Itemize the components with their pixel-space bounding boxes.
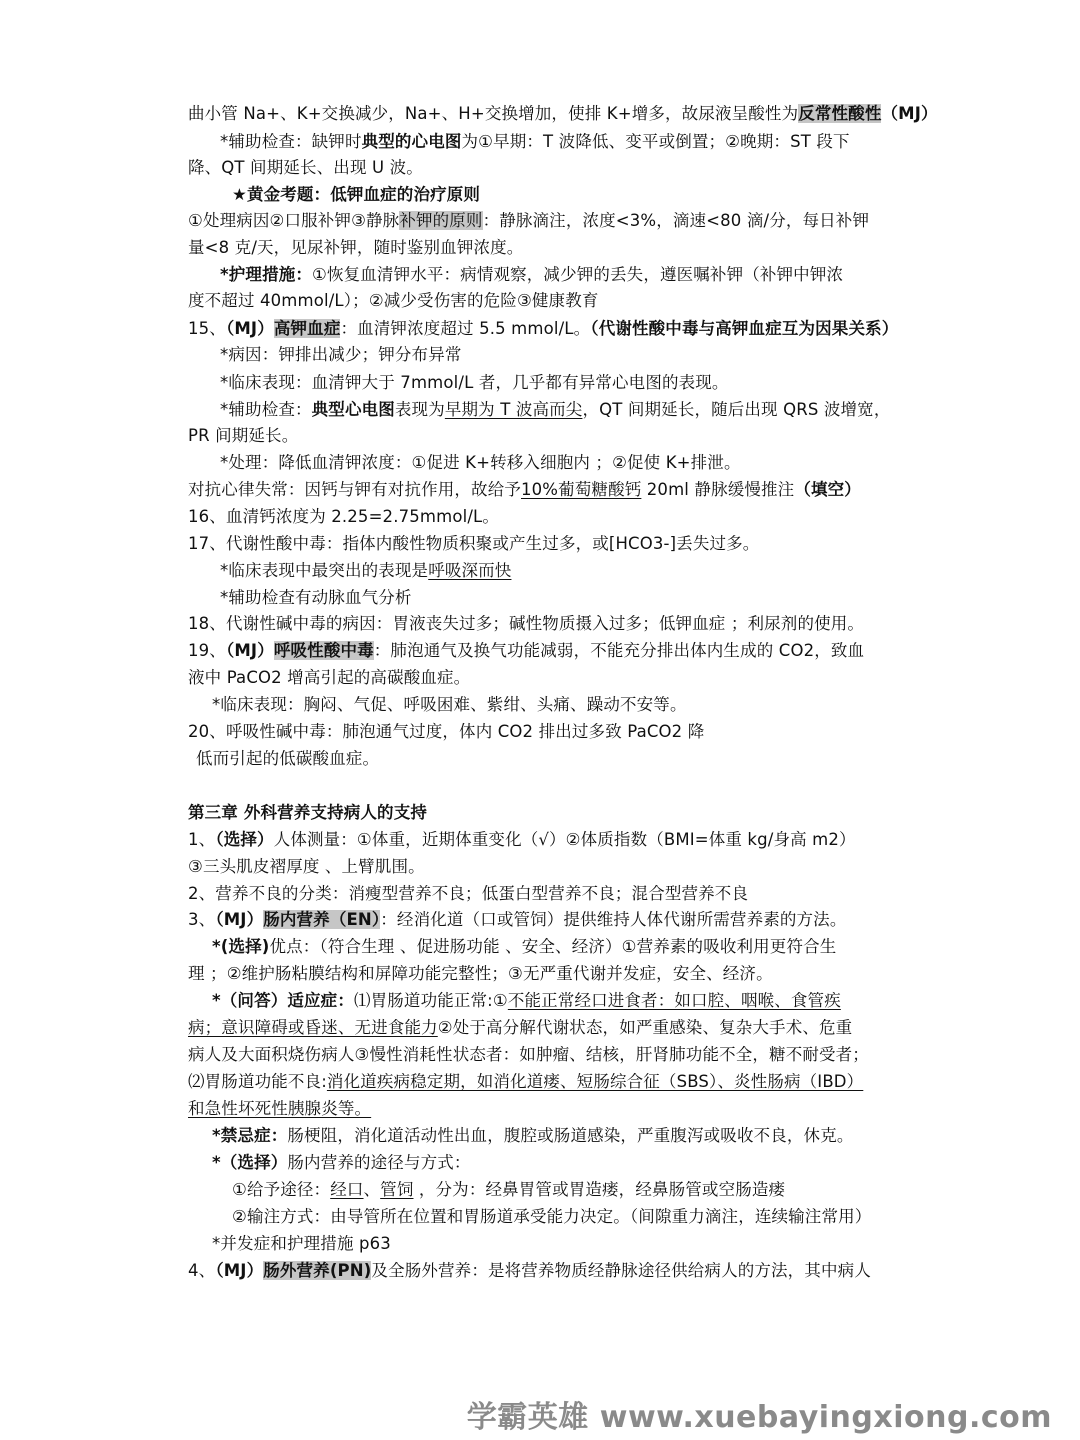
text-line: ①给予途径：经口、管饲 ，分为：经鼻胃管或胃造瘘，经鼻肠管或空肠造瘘	[232, 1180, 786, 1199]
text-line: 3、（MJ）肠内营养（EN）：经消化道（口或管饲）提供维持人体代谢所需营养素的方法。	[188, 910, 847, 929]
text-line: 和急性坏死性胰腺炎等。	[188, 1099, 372, 1118]
chapter-title: 第三章 外科营养支持病人的支持	[188, 803, 427, 822]
text-line: 低而引起的低碳酸血症。	[196, 749, 380, 768]
text-line: *(选择)优点：（符合生理 、促进肠功能 、安全、经济）①营养素的吸收利用更符合生	[212, 937, 837, 956]
text-line: *临床表现：血清钾大于 7mmol/L 者，几乎都有异常心电图的表现。	[220, 373, 729, 392]
text-line: *（选择）肠内营养的途径与方式：	[212, 1153, 471, 1172]
text-line: 液中 PaCO2 增高引起的高碳酸血症。	[188, 668, 471, 687]
text-line: *并发症和护理措施 p63	[212, 1234, 391, 1253]
text-line: PR 间期延长。	[188, 426, 299, 445]
text-line: *辅助检查：缺钾时典型的心电图为①早期：T 波降低、变平或倒置；②晚期：ST 段下	[220, 132, 850, 151]
text-line: *（问答）适应症：⑴胃肠道功能正常:①不能正常经口进食者：如口腔、咽喉、食管疾	[212, 991, 841, 1010]
text-line: 降、QT 间期延长、出现 U 波。	[188, 158, 423, 177]
text-line: 18、代谢性碱中毒的病因：胃液丧失过多；碱性物质摄入过多；低钾血症 ；利尿剂的使用。	[188, 614, 865, 633]
text-line: 理 ；②维护肠粘膜结构和屏障功能完整性；③无严重代谢并发症，安全、经济。	[188, 964, 773, 983]
text-line: *病因：钾排出减少；钾分布异常	[220, 345, 462, 364]
text-line: 19、（MJ）呼吸性酸中毒：肺泡通气及换气功能减弱，不能充分排出体内生成的 CO2，致血	[188, 641, 865, 660]
text-line: *辅助检查：典型心电图表现为早期为 T 波高而尖，QT 间期延长，随后出现 QRS 波增宽，	[220, 400, 891, 419]
text-line: 20、呼吸性碱中毒：肺泡通气过度，体内 CO2 排出过多致 PaCO2 降	[188, 722, 705, 741]
text-line: *处理：降低血清钾浓度：①促进 K+转移入细胞内 ；②促使 K+排泄。	[220, 453, 741, 472]
text-line: ③三头肌皮褶厚度 、上臂肌围。	[188, 857, 425, 876]
text-line: 4、（MJ）肠外营养(PN)及全肠外营养：是将营养物质经静脉途径供给病人的方法，其中病人	[188, 1261, 871, 1280]
text-line: ⑵胃肠道功能不良:消化道疾病稳定期，如消化道瘘、短肠综合征（SBS）、炎性肠病（IBD）	[188, 1072, 864, 1091]
text-line: 曲小管 Na+、K+交换减少，Na+、H+交换增加，使排 K+增多，故尿液呈酸性为反常性酸性（MJ）	[188, 104, 938, 123]
text-line: 17、代谢性酸中毒：指体内酸性物质积聚或产生过多，或[HCO3-]丢失过多。	[188, 534, 760, 553]
text-line: 病人及大面积烧伤病人③慢性消耗性状态者：如肿瘤、结核，肝肾肺功能不全，糖不耐受者；	[188, 1045, 869, 1064]
text-line: *临床表现：胸闷、气促、呼吸困难、紫绀、头痛、躁动不安等。	[212, 695, 687, 714]
text-line: 对抗心律失常：因钙与钾有对抗作用，故给予10%葡萄糖酸钙 20ml 静脉缓慢推注（填空）	[188, 480, 861, 499]
text-line: 2、营养不良的分类：消瘦型营养不良；低蛋白型营养不良；混合型营养不良	[188, 884, 749, 903]
text-line: 15、（MJ）高钾血症：血清钾浓度超过 5.5 mmol/L。（代谢性酸中毒与高钾血症互为因果关系）	[188, 319, 899, 338]
text-line: ①处理病因②口服补钾③静脉补钾的原则：静脉滴注，浓度<3%，滴速<80 滴/分，每日补钾	[188, 211, 870, 230]
text-line: ②输注方式：由导管所在位置和胃肠道承受能力决定。（间隙重力滴注，连续输注常用）	[232, 1207, 872, 1226]
section-title: ★黄金考题：低钾血症的治疗原则	[232, 185, 481, 204]
text-line: *辅助检查有动脉血气分析	[220, 588, 412, 607]
text-line: 16、血清钙浓度为 2.25=2.75mmol/L。	[188, 507, 500, 526]
text-line: *护理措施：①恢复血清钾水平：病情观察，减少钾的丢失，遵医嘱补钾（补钾中钾浓	[220, 265, 844, 284]
text-line: *临床表现中最突出的表现是呼吸深而快	[220, 561, 512, 580]
text-line: 量<8 克/天，见尿补钾，随时鉴别血钾浓度。	[188, 238, 524, 257]
text-line: 度不超过 40mmol/L）；②减少受伤害的危险③健康教育	[188, 291, 599, 310]
text-line: *禁忌症：肠梗阻，消化道活动性出血，腹腔或肠道感染，严重腹泻或吸收不良，休克。	[212, 1126, 854, 1145]
text-line: 1、（选择）人体测量：①体重，近期体重变化（√）②体质指数（BMI=体重 kg/身高 m2）	[188, 830, 856, 849]
watermark: 学霸英雄 www.xuebayingxiong.com	[466, 1400, 1052, 1435]
text-line: 病；意识障碍或昏迷、无进食能力②处于高分解代谢状态，如严重感染、复杂大手术、危重	[188, 1018, 853, 1037]
